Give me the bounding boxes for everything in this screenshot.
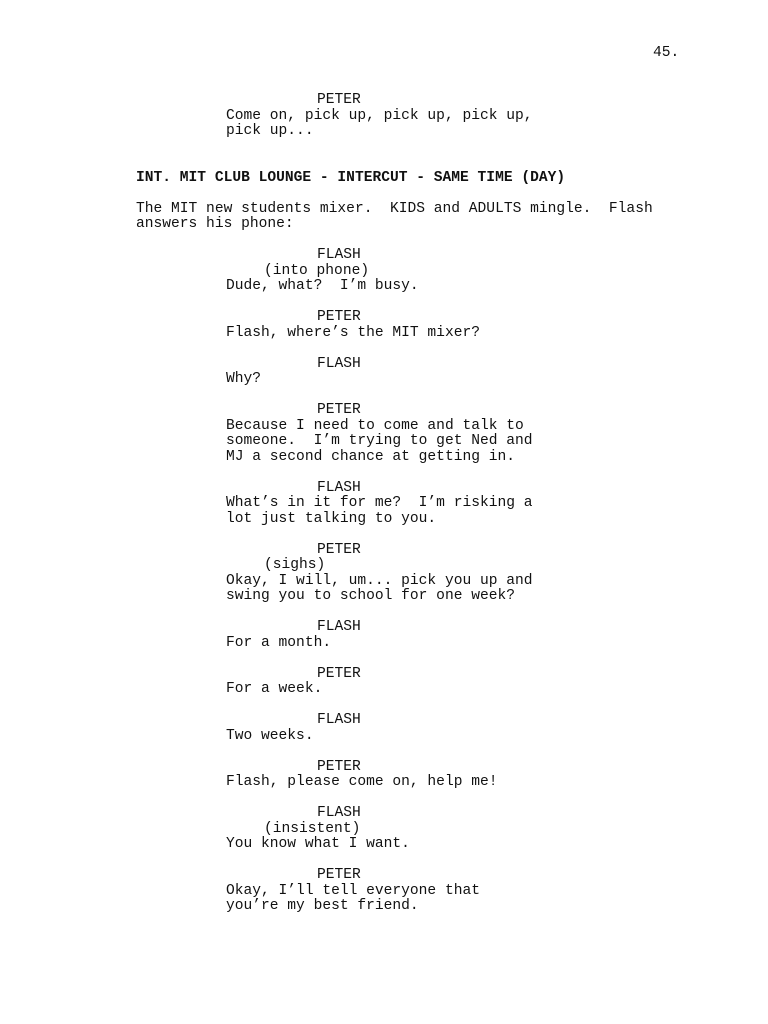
screenplay-body [0,93,768,915]
blank-line [0,853,768,869]
dialogue-line: Dude, what? I’m busy. [226,278,419,294]
character-cue: FLASH [317,247,361,263]
character-cue: FLASH [317,355,361,372]
dialogue-line: Okay, I’ll tell everyone that [226,882,480,899]
parenthetical: (into phone) [264,262,370,279]
character-cue: PETER [317,541,361,558]
blank-line [0,186,768,202]
blank-line [0,155,768,171]
dialogue-line: Flash, where’s the MIT mixer? [226,324,480,341]
character-cue: PETER [317,867,361,883]
character-cue: FLASH [317,805,361,821]
parenthetical: (sighs) [264,557,326,573]
character-cue: PETER [317,309,361,325]
scene-heading: INT. MIT CLUB LOUNGE - INTERCUT - SAME TIME (DAY) [136,169,566,186]
character-cue: PETER [317,92,361,108]
dialogue-line: Okay, I will, um... pick you up and [226,572,533,589]
action-line: answers his phone: [136,216,294,232]
dialogue-line: For a month. [226,634,332,651]
blank-line [0,140,768,156]
character-cue: PETER [317,402,361,418]
blank-line [0,527,768,543]
dialogue-line: Come on, pick up, pick up, pick up, [226,107,533,124]
character-cue: PETER [317,665,361,682]
dialogue-line: lot just talking to you. [226,510,437,527]
dialogue-line: swing you to school for one week? [226,588,516,604]
dialogue-line: Flash, please come on, help me! [226,774,498,790]
dialogue-line: MJ a second chance at getting in. [226,448,516,465]
blank-line [0,388,768,404]
blank-line [0,651,768,667]
blank-line [0,465,768,481]
blank-line [0,744,768,760]
character-cue: FLASH [317,619,361,635]
blank-line [0,341,768,357]
character-cue: PETER [317,758,361,775]
dialogue-line: What’s in it for me? I’m risking a [226,495,533,511]
dialogue-line: You know what I want. [226,836,410,852]
dialogue-line: someone. I’m trying to get Ned and [226,433,533,449]
character-cue: FLASH [317,712,361,728]
page-number: 45. [653,45,680,61]
dialogue-line: For a week. [226,681,323,697]
dialogue-line: you’re my best friend. [226,898,419,914]
blank-line [0,791,768,807]
parenthetical: (insistent) [264,820,361,837]
blank-line [0,605,768,621]
dialogue-line: pick up... [226,123,314,139]
blank-line [0,295,768,311]
blank-line [0,233,768,249]
dialogue-line: Two weeks. [226,727,314,744]
blank-line [0,698,768,714]
character-cue: FLASH [317,479,361,496]
dialogue-line: Why? [226,371,262,387]
dialogue-line: Because I need to come and talk to [226,417,524,434]
action-line: The MIT new students mixer. KIDS and ADULTS mingle. Flash [136,200,653,217]
